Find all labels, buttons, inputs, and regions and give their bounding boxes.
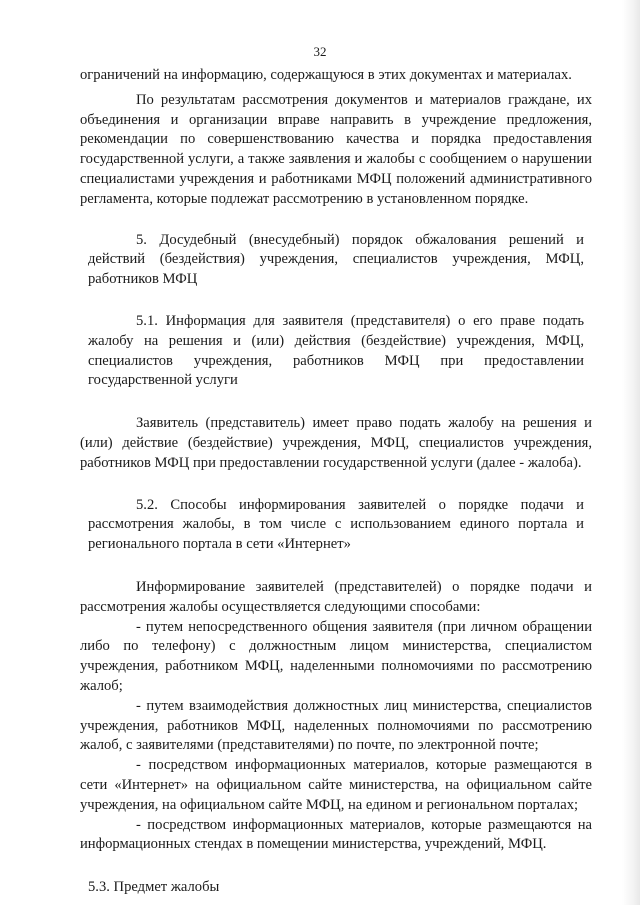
list-item-mail-contact: - путем взаимодействия должностных лиц министерства, специалистов учреждения, работников МФЦ, наделенных полномочиями по рассмотрению жалоб, с заявителями (представителями) по почте, по электронной почте; [80,697,592,754]
document-body [80,66,592,898]
section-heading-5-2: 5.2. Способы информирования заявителей о порядке подачи и рассмотрения жалобы, в том числе с использованием единого портала и регионального портала в сети «Интернет» [88,496,584,553]
list-item-stand-materials: - посредством информационных материалов, которые размещаются на информационных стендах в помещении министерства, учреждений, МФЦ. [80,816,592,853]
paragraph-informing-methods: Информирование заявителей (представителей) о порядке подачи и рассмотрения жалобы осуществляется следующими способами: [80,578,592,615]
section-heading-5-1: 5.1. Информация для заявителя (представителя) о его праве подать жалобу на решения и (или) действия (бездействие) учреждения, МФЦ, специалистов учреждения, работников МФЦ при предоставлении государственной услуги [88,312,584,389]
section-heading-5: 5. Досудебный (внесудебный) порядок обжалования решений и действий (бездействия) учреждения, специалистов учреждения, МФЦ, работников МФЦ [88,231,584,288]
scan-edge-shadow [622,0,640,905]
paragraph-right-to-complain: Заявитель (представитель) имеет право подать жалобу на решения и (или) действие (бездействие) учреждения, МФЦ, специалистов учреждения, работников МФЦ при предоставлении государственной услуги (далее - жалоба). [80,415,592,471]
section-heading-5-3: 5.3. Предмет жалобы [88,879,220,896]
list-item-internet-materials: - посредством информационных материалов, которые размещаются в сети «Интернет» на официальном сайте министерства, на официальном сайте учреждения, на официальном сайте МФЦ, на едином и региональном порталах; [80,757,592,813]
paragraph-continuation: ограничений на информацию, содержащуюся в этих документах и материалах. [80,67,572,83]
list-item-direct-contact: - путем непосредственного общения заявителя (при личном обращении либо по телефону) с должностным лицом министерства, специалистом учреждения, работником МФЦ, наделенными полномочиями по рассмотрению жалоб; [80,618,592,694]
paragraph-proposals: По результатам рассмотрения документов и материалов граждане, их объединения и организации вправе направить в учреждение предложения, рекомендации по совершенствованию качества и порядка предоставления государственной услуги, а также заявления и жалобы с сообщением о нарушении специалистами учреждения и работниками МФЦ положений административного регламента, которые подлежат рассмотрению в установленном порядке. [80,91,592,207]
page-number: 32 [313,44,327,59]
